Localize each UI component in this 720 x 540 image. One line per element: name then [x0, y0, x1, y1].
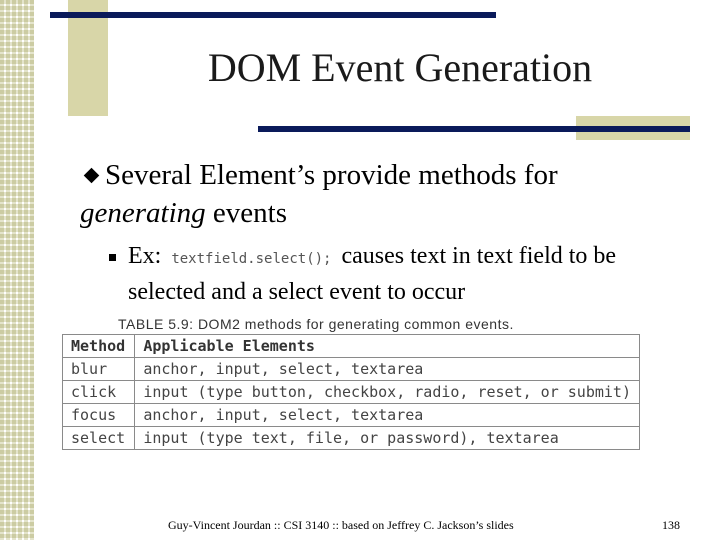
decorative-bar-top — [50, 12, 496, 18]
table-caption: TABLE 5.9: DOM2 methods for generating common events. — [118, 316, 514, 332]
page-number: 138 — [662, 518, 680, 532]
table-row — [63, 358, 640, 381]
table-cell-method: focus — [63, 404, 135, 427]
table-header-row — [63, 335, 640, 358]
table-cell-elements: input (type text, file, or password), textarea — [135, 427, 640, 450]
table-row — [63, 404, 640, 427]
diamond-bullet-icon — [84, 168, 100, 184]
decorative-bar-middle — [258, 126, 690, 132]
table-header-cell: Applicable Elements — [135, 335, 640, 358]
table-cell-elements: input (type button, checkbox, radio, reset, or submit) — [135, 381, 640, 404]
decorative-stripes — [0, 0, 34, 540]
bullet-main-text-post: events — [205, 197, 287, 229]
bullet-sub — [128, 240, 698, 309]
footer-credit: Guy-Vincent Jourdan :: CSI 3140 :: based on Jeffrey C. Jackson’s slides — [168, 518, 514, 532]
table-cell-elements: anchor, input, select, textarea — [135, 404, 640, 427]
bullet-sub-text-pre: Ex: — [128, 243, 168, 269]
table-row — [63, 381, 640, 404]
table-cell-method: blur — [63, 358, 135, 381]
bullet-main-text-pre: Several Element’s provide methods for — [105, 159, 558, 191]
slide-title: DOM Event Generation — [207, 45, 593, 90]
table-cell-elements: anchor, input, select, textarea — [135, 358, 640, 381]
bullet-main — [80, 156, 690, 232]
code-snippet: textfield.select(); — [171, 251, 332, 267]
table-row — [63, 427, 640, 450]
table-cell-method: select — [63, 427, 135, 450]
bullet-sub-text-post: causes text in text field to be selected and a select event to occur — [128, 243, 617, 305]
table-header-cell: Method — [63, 335, 135, 358]
methods-table — [62, 334, 640, 450]
table-cell-method: click — [63, 381, 135, 404]
bullet-main-text-italic: generating — [80, 197, 206, 229]
square-bullet-icon — [109, 254, 116, 261]
